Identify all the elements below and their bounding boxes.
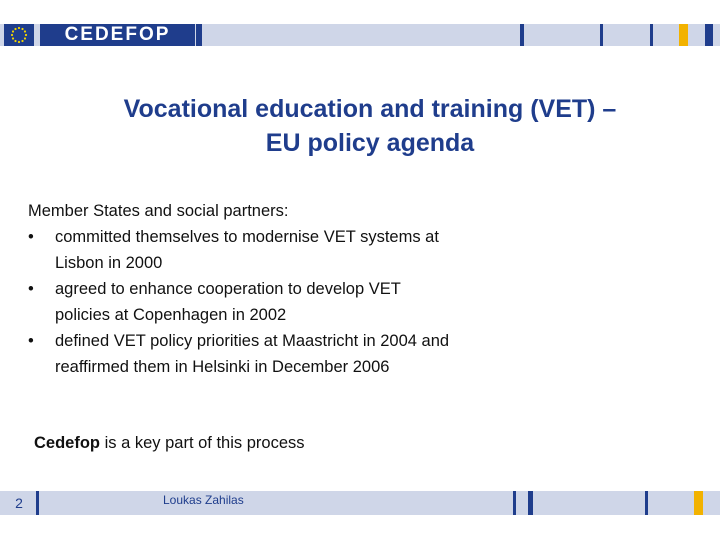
bullet-icon: • — [28, 332, 34, 350]
conclusion-rest: is a key part of this process — [100, 434, 305, 452]
footer-divider — [528, 491, 533, 515]
slide-body — [28, 198, 688, 380]
bullet-line: agreed to enhance cooperation to develop VET — [55, 280, 401, 298]
cedefop-logo — [40, 24, 195, 46]
intro-text: Member States and social partners: — [28, 202, 289, 220]
bullet-line: committed themselves to modernise VET systems at — [55, 228, 439, 246]
bullet-item — [28, 276, 688, 328]
bullet-item — [28, 224, 688, 276]
bullet-line: defined VET policy priorities at Maastricht in 2004 and — [55, 332, 450, 350]
title-line-2: EU policy agenda — [265, 129, 475, 157]
bullet-item — [28, 328, 688, 380]
conclusion-bold: Cedefop — [34, 434, 100, 452]
conclusion-text — [34, 430, 305, 456]
header-gold-accent — [679, 24, 688, 46]
footer-gold-accent — [694, 491, 703, 515]
bullet-line: reaffirmed them in Helsinki in December 2006 — [55, 358, 390, 376]
bullet-icon: • — [28, 280, 34, 298]
footer-divider — [645, 491, 648, 515]
header-divider — [520, 24, 524, 46]
slide-title — [60, 92, 680, 160]
logo-text: CEDEFOP — [64, 24, 171, 45]
footer-divider — [36, 491, 39, 515]
header-divider — [650, 24, 653, 46]
page-number: 2 — [15, 495, 23, 511]
footer-bar — [0, 491, 720, 515]
footer-stripe — [0, 491, 720, 515]
footer-divider — [513, 491, 516, 515]
page-number-box — [4, 491, 34, 515]
author-name: Loukas Zahilas — [163, 493, 244, 507]
header-divider — [600, 24, 603, 46]
header-divider — [196, 24, 202, 46]
title-line-1: Vocational education and training (VET) – — [123, 95, 617, 123]
bullet-line: policies at Copenhagen in 2002 — [55, 306, 287, 324]
header-divider — [705, 24, 713, 46]
bullet-line: Lisbon in 2000 — [55, 254, 163, 272]
bullet-icon: • — [28, 228, 34, 246]
eu-flag-icon — [4, 24, 34, 46]
